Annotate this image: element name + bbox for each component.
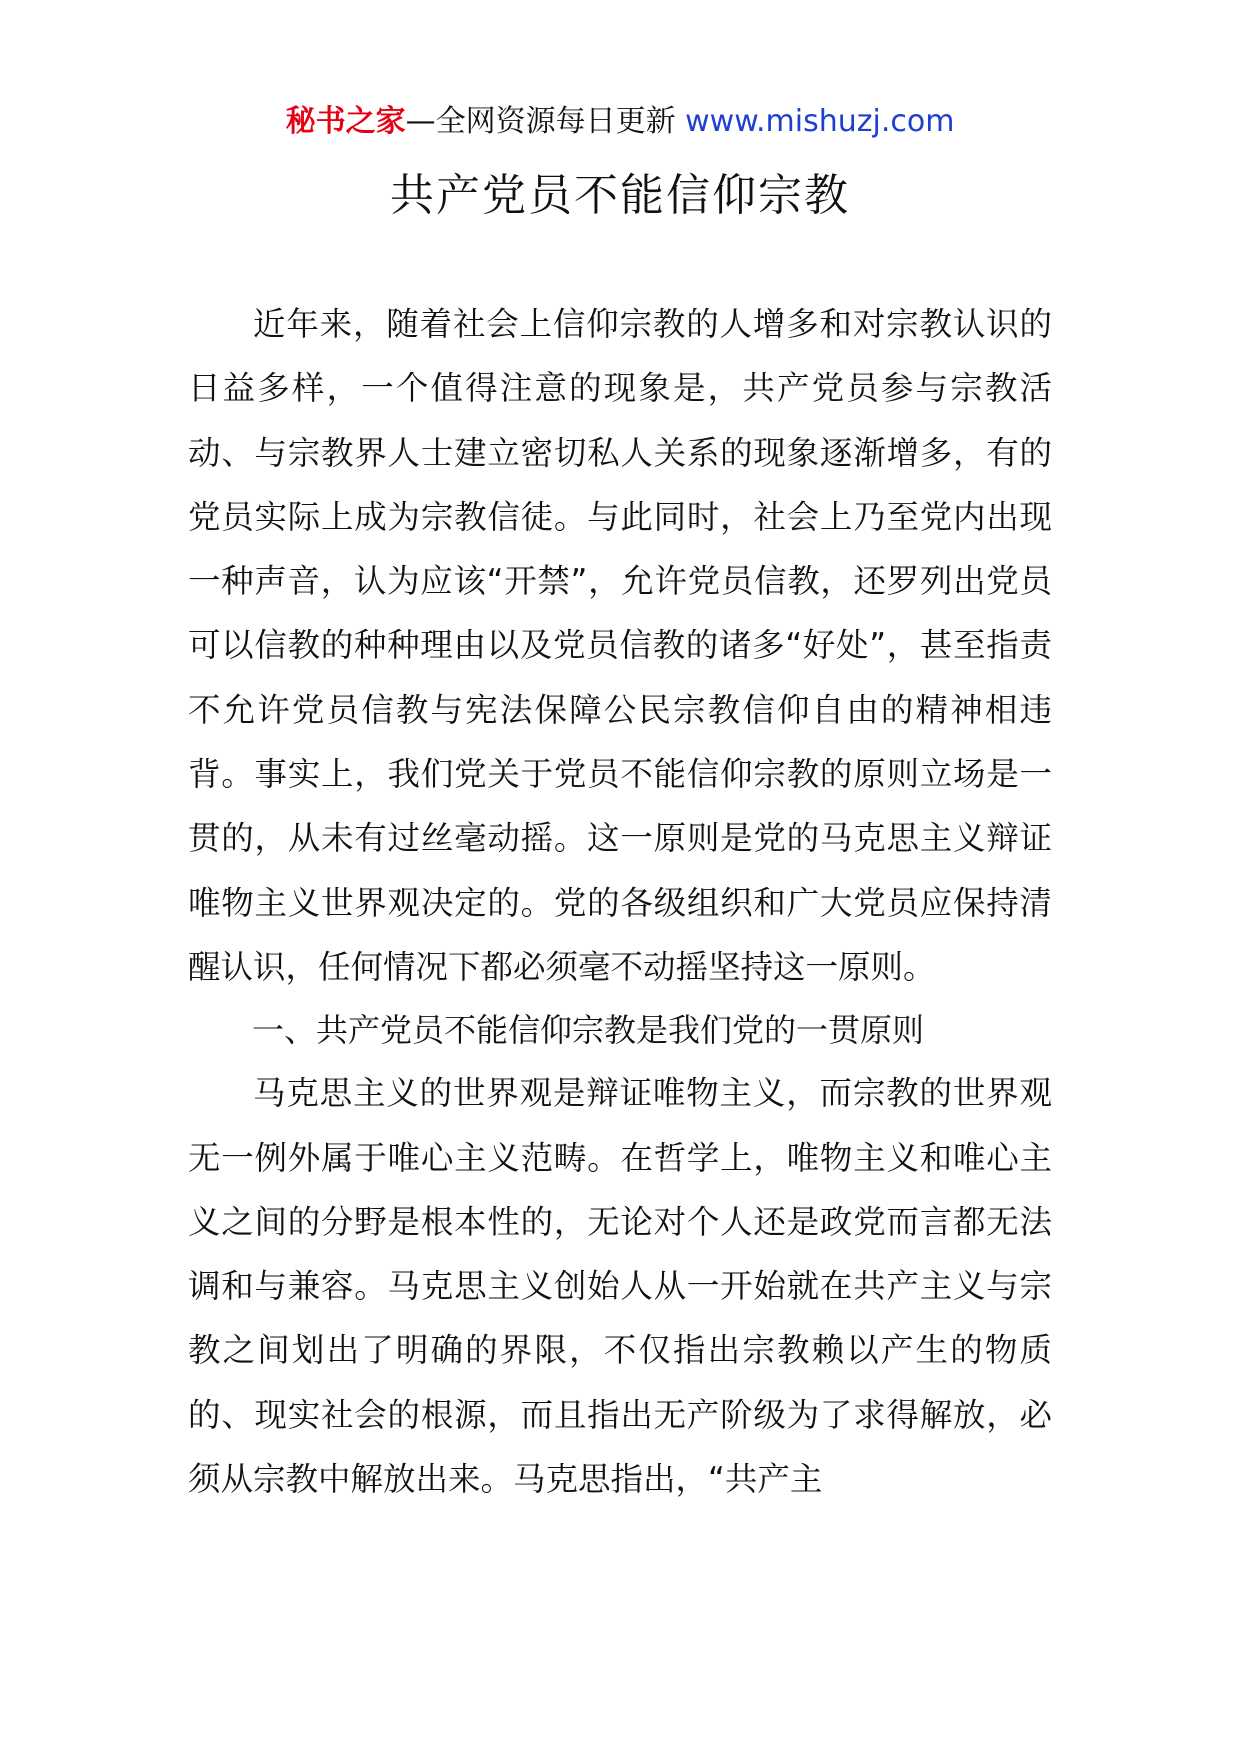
section-heading: 一、共产党员不能信仰宗教是我们党的一贯原则 xyxy=(252,1011,925,1050)
section-paragraph: 马克思主义的世界观是辩证唯物主义，而宗教的世界观无一例外属于唯心主义范畴。在哲学上，唯物主义和唯心主义之间的分野是根本性的，无论对个人还是政党而言都无法调和与兼容。马克思主义创始人从一开始就在共产主义与宗教之间划出了明确的界限，不仅指出宗教赖以产生的物质的、现实社会的根源，而且指出无产阶级为了求得解放，必须从宗教中解放出来。马克思指出，“共产主 xyxy=(188,1074,1052,1499)
site-url-link[interactable]: www.mishuzj.com xyxy=(685,104,955,139)
document-body xyxy=(188,292,1052,1511)
site-header xyxy=(0,100,1240,144)
document-title: 共产党员不能信仰宗教 xyxy=(390,170,850,221)
intro-paragraph: 近年来，随着社会上信仰宗教的人增多和对宗教认识的日益多样，一个值得注意的现象是，共产党员参与宗教活动、与宗教界人士建立密切私人关系的现象逐渐增多，有的党员实际上成为宗教信徒。与此同时，社会上乃至党内出现一种声音，认为应该“开禁”，允许党员信教，还罗列出党员可以信教的种种理由以及党员信教的诸多“好处”，甚至指责不允许党员信教与宪法保障公民宗教信仰自由的精神相违背。事实上，我们党关于党员不能信仰宗教的原则立场是一贯的，从未有过丝毫动摇。这一原则是党的马克思主义辩证唯物主义世界观决定的。党的各级组织和广大党员应保持清醒认识，任何情况下都必须毫不动摇坚持这一原则。 xyxy=(188,305,1052,986)
brand-name: 秘书之家 xyxy=(285,104,406,139)
header-tagline: —全网资源每日更新 xyxy=(405,104,686,139)
